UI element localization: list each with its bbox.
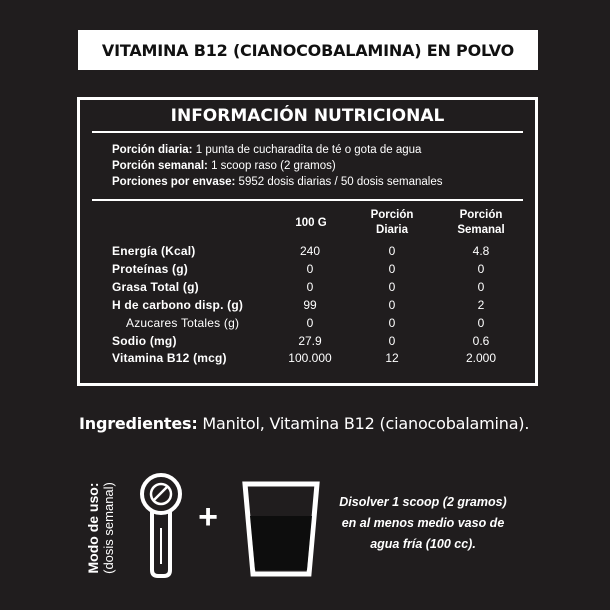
nutrition-facts-panel bbox=[77, 97, 538, 386]
nutrient-value-100g: 0 bbox=[306, 262, 314, 276]
nutrient-value-weekly: 0.6 bbox=[472, 334, 490, 348]
nutrient-value-daily: 0 bbox=[388, 280, 396, 294]
product-title-banner bbox=[78, 30, 538, 70]
column-header-weekly bbox=[448, 208, 514, 238]
usage-label-subtitle: (dosis semanal) bbox=[101, 482, 116, 574]
column-header-daily-line2: Diaria bbox=[376, 224, 408, 236]
servings-label: Porciones por envase: bbox=[112, 176, 236, 188]
nutrient-row bbox=[112, 316, 532, 334]
column-header-daily-line1: Porción bbox=[370, 209, 414, 221]
nutrient-label: Azucares Totales (g) bbox=[126, 316, 240, 330]
nutrient-value-daily: 12 bbox=[385, 351, 399, 365]
nutrient-value-daily: 0 bbox=[388, 244, 396, 258]
nutrient-label: Grasa Total (g) bbox=[112, 280, 199, 294]
nutrient-row bbox=[112, 334, 532, 352]
servings-value: 5952 dosis diarias / 50 dosis semanales bbox=[235, 176, 443, 188]
nutrient-row bbox=[112, 262, 532, 280]
nutrient-label: Proteínas (g) bbox=[112, 262, 188, 276]
nutrient-label: H de carbono disp. (g) bbox=[112, 298, 244, 312]
nutrition-title: INFORMACIÓN NUTRICIONAL bbox=[170, 106, 445, 126]
nutrient-value-weekly: 0 bbox=[477, 280, 485, 294]
portion-daily-value: 1 punta de cucharadita de té o gota de agua bbox=[192, 144, 422, 156]
product-title: VITAMINA B12 (CIANOCOBALAMINA) EN POLVO bbox=[101, 40, 515, 60]
instructions-line: agua fría (100 cc). bbox=[370, 537, 476, 551]
portion-weekly-value: 1 scoop raso (2 gramos) bbox=[207, 160, 336, 172]
glass-of-water-icon bbox=[241, 478, 321, 578]
plus-sign: + bbox=[198, 498, 218, 536]
portion-info bbox=[112, 142, 442, 190]
nutrient-value-daily: 0 bbox=[388, 334, 396, 348]
usage-label bbox=[86, 474, 116, 582]
nutrient-value-weekly: 0 bbox=[477, 316, 485, 330]
nutrient-value-weekly: 0 bbox=[477, 262, 485, 276]
nutrient-value-100g: 240 bbox=[299, 244, 321, 258]
nutrient-value-weekly: 2.000 bbox=[465, 351, 497, 365]
nutrient-row bbox=[112, 280, 532, 298]
nutrient-value-100g: 99 bbox=[303, 298, 317, 312]
column-header-weekly-line1: Porción bbox=[459, 209, 503, 221]
instructions-line: Disolver 1 scoop (2 gramos) bbox=[339, 495, 507, 509]
portion-weekly-line bbox=[112, 158, 442, 174]
nutrient-value-100g: 100.000 bbox=[288, 351, 332, 365]
nutrient-value-100g: 0 bbox=[306, 316, 314, 330]
ingredients-line bbox=[79, 414, 529, 433]
nutrient-row bbox=[112, 244, 532, 262]
nutrient-value-100g: 0 bbox=[306, 280, 314, 294]
nutrient-row bbox=[112, 351, 532, 369]
ingredients-text: Manitol, Vitamina B12 (cianocobalamina). bbox=[197, 414, 530, 433]
divider bbox=[92, 199, 523, 201]
preparation-instructions bbox=[328, 492, 518, 555]
scoop-icon bbox=[138, 470, 188, 580]
nutrient-row bbox=[112, 298, 532, 316]
nutrient-value-daily: 0 bbox=[388, 316, 396, 330]
instructions-line: en al menos medio vaso de bbox=[341, 516, 505, 530]
nutrient-value-weekly: 2 bbox=[477, 298, 485, 312]
nutrient-value-daily: 0 bbox=[388, 262, 396, 276]
column-header-100g bbox=[283, 216, 339, 231]
usage-label-title: Modo de uso: bbox=[85, 482, 101, 574]
nutrient-value-100g: 27.9 bbox=[298, 334, 322, 348]
column-header-weekly-line2: Semanal bbox=[457, 224, 505, 236]
nutrient-label: Sodio (mg) bbox=[112, 334, 177, 348]
nutrient-label: Energía (Kcal) bbox=[112, 244, 196, 258]
servings-per-container-line bbox=[112, 174, 442, 190]
portion-daily-label: Porción diaria: bbox=[112, 144, 193, 156]
column-header-100g-label: 100 G bbox=[295, 217, 327, 229]
portion-weekly-label: Porción semanal: bbox=[112, 160, 208, 172]
divider bbox=[92, 131, 523, 133]
portion-daily-line bbox=[112, 142, 442, 158]
nutrient-label: Vitamina B12 (mcg) bbox=[112, 351, 227, 365]
ingredients-label: Ingredientes: bbox=[79, 414, 198, 433]
nutrient-value-weekly: 4.8 bbox=[472, 244, 490, 258]
nutrient-value-daily: 0 bbox=[388, 298, 396, 312]
column-header-daily bbox=[362, 208, 422, 238]
